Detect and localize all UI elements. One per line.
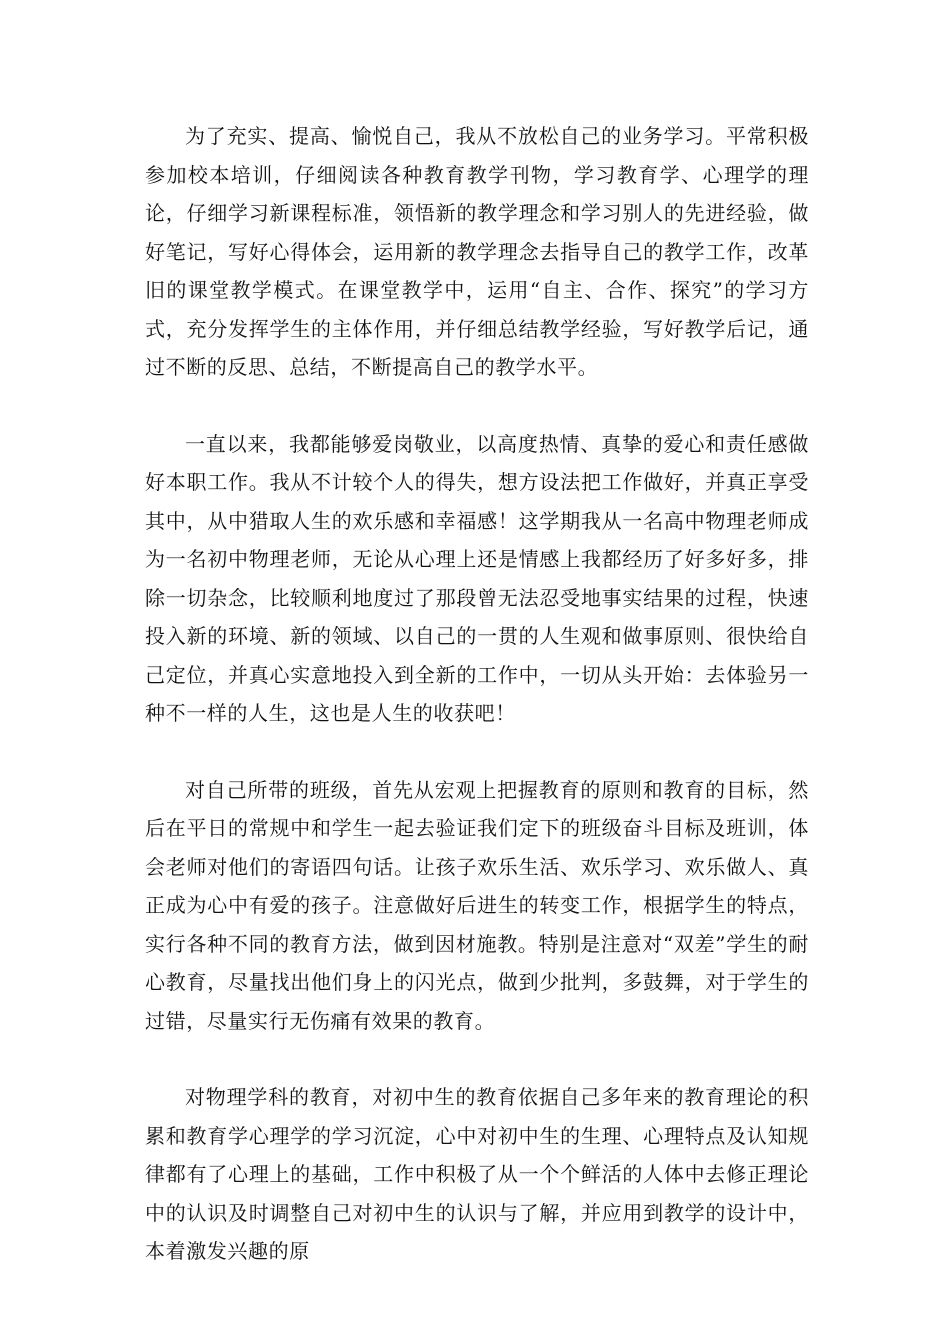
paragraph-1: 为了充实、提高、愉悦自己，我从不放松自己的业务学习。平常积极参加校本培训，仔细阅读各种教育教学刊物，学习教育学、心理学的理论，仔细学习新课程标准，领悟新的教学理念和学习别人的先进经验，做好笔记，写好心得体会，运用新的教学理念去指导自己的教学工作，改革旧的课堂教学模式。在课堂教学中，运用“自主、合作、探究”的学习方式，充分发挥学生的主体作用，并仔细总结教学经验，写好教学后记，通过不断的反思、总结，不断提高自己的教学水平。 (145, 124, 809, 379)
paragraph-3: 对自己所带的班级，首先从宏观上把握教育的原则和教育的目标，然后在平日的常规中和学生一起去验证我们定下的班级奋斗目标及班训，体会老师对他们的寄语四句话。让孩子欢乐生活、欢乐学习、欢乐做人、真正成为心中有爱的孩子。注意做好后进生的转变工作，根据学生的特点，实行各种不同的教育方法，做到因材施教。特别是注意对“双差”学生的耐心教育，尽量找出他们身上的闪光点，做到少批判，多鼓舞，对于学生的过错，尽量实行无伤痛有效果的教育。 (145, 777, 809, 1033)
paragraph-4: 对物理学科的教育，对初中生的教育依据自己多年来的教育理论的积累和教育学心理学的学习沉淀，心中对初中生的生理、心理特点及认知规律都有了心理上的基础，工作中积极了从一个个鲜活的人体中去修正理论中的认识及时调整自己对初中生的认识与了解，并应用到教学的设计中，本着激发兴趣的原 (145, 1085, 809, 1263)
document-body (145, 117, 809, 1309)
paragraph-2: 一直以来，我都能够爱岗敬业，以高度热情、真挚的爱心和责任感做好本职工作。我从不计较个人的得失，想方设法把工作做好，并真正享受其中，从中猎取人生的欢乐感和幸福感！这学期我从一名高中物理老师成为一名初中物理老师，无论从心理上还是情感上我都经历了好多好多，排除一切杂念，比较顺利地度过了那段曾无法忍受地事实结果的过程，快速投入新的环境、新的领域、以自己的一贯的人生观和做事原则、很快给自己定位，并真心实意地投入到全新的工作中，一切从头开始：去体验另一种不一样的人生，这也是人生的收获吧！ (145, 431, 809, 725)
